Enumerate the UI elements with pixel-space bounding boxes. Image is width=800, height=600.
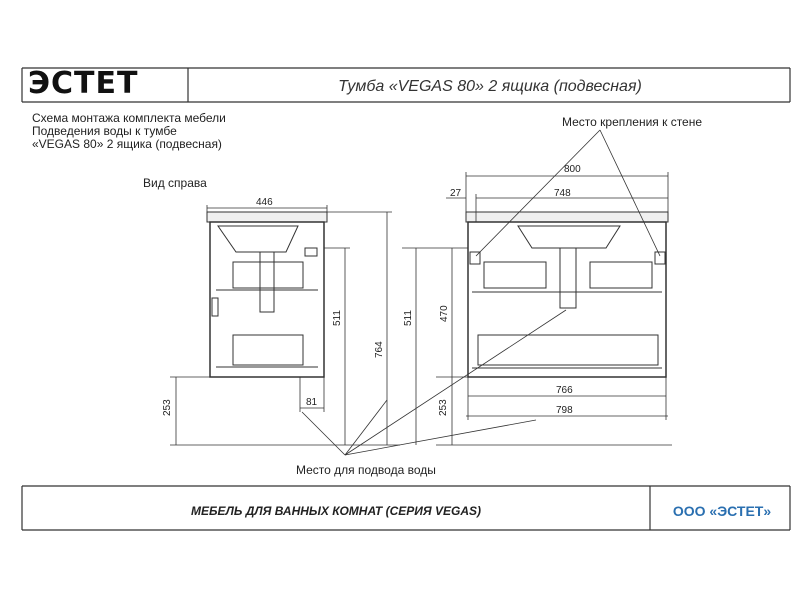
company-name: ООО «ЭСТЕТ» [672,503,772,519]
dim-front-width-bottom: 798 [556,405,573,416]
description-line: Подведения воды к тумбе [32,124,177,138]
side-view-cabinet [207,212,327,377]
dim-front-width-bottom-inner: 766 [556,385,573,396]
water-supply-label: Место для подвода воды [296,463,436,477]
product-title: Тумба «VEGAS 80» 2 ящика (подвесная) [338,78,642,95]
dim-front-height-total: 511 [403,310,414,326]
company-logo: ЭСТЕТ [28,66,139,101]
dim-front-width-top: 800 [564,164,581,175]
footer-title: МЕБЕЛЬ ДЛЯ ВАННЫХ КОМНАТ (СЕРИЯ VEGAS) [191,504,481,518]
dim-front-side-offset: 27 [450,188,462,199]
side-view-dimensions [170,205,400,445]
side-view-label: Вид справа [143,176,207,190]
description-line: «VEGAS 80» 2 ящика (подвесная) [32,137,222,151]
dim-side-depth: 446 [256,197,273,208]
dim-front-height-body: 470 [439,305,450,322]
dim-side-floor-gap: 253 [162,399,173,416]
dim-side-height-total: 511 [332,310,343,326]
dim-side-height-floor: 764 [374,341,385,358]
dim-side-pipe-offset: 81 [306,397,318,408]
scheme-description [32,112,226,151]
wall-mount-label: Место крепления к стене [562,115,703,129]
front-view-cabinet [466,212,668,377]
dim-front-floor-gap: 253 [438,399,449,416]
description-line: Схема монтажа комплекта мебели [32,111,226,125]
dim-front-width-inner: 748 [554,188,571,199]
